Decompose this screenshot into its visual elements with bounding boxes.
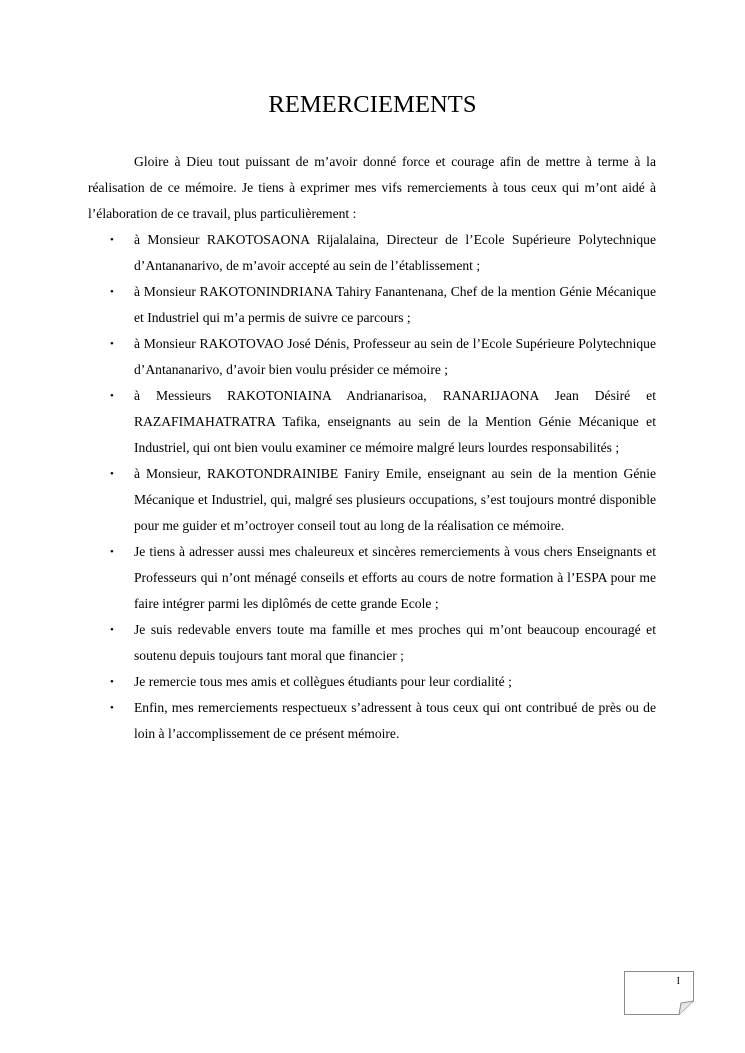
page-number-folded-corner xyxy=(624,971,694,1015)
list-item-text: Enfin, mes remerciements respectueux s’adressent à tous ceux qui ont contribué de près ou de loin à l’accomplissement de ce présent mémoire. xyxy=(134,700,656,741)
bullet-icon: • xyxy=(110,338,114,350)
list-item-text: à Monsieur RAKOTOVAO José Dénis, Professeur au sein de l’Ecole Supérieure Polytechnique d’Antananarivo, d’avoir bien voulu présider ce mémoire ; xyxy=(134,336,656,377)
list-item xyxy=(88,695,656,747)
bullet-icon: • xyxy=(110,702,114,714)
list-item-text: à Monsieur, RAKOTONDRAINIBE Faniry Emile, enseignant au sein de la mention Génie Mécanique et Industriel, qui, malgré ses plusieurs occupations, s’est toujours montré disponible pour me guider et m’octroyer conseil tout au long de la réalisation ce mémoire. xyxy=(134,466,656,533)
intro-paragraph: Gloire à Dieu tout puissant de m’avoir donné force et courage afin de mettre à terme à la réalisation de ce mémoire. Je tiens à exprimer mes vifs remerciements à tous ceux qui m’ont aidé à l’élaboration de ce travail, plus particulièrement : xyxy=(88,154,656,221)
list-item-text: Je tiens à adresser aussi mes chaleureux et sincères remerciements à vous chers Enseignants et Professeurs qui n’ont ménagé conseils et efforts au cours de notre formation à l’ESPA pour me faire intégrer parmi les diplômés de cette grande Ecole ; xyxy=(134,544,656,611)
list-item-text: à Messieurs RAKOTONIAINA Andrianarisoa, RANARIJAONA Jean Désiré et RAZAFIMAHATRATRA Tafika, enseignants au sein de la Mention Génie Mécanique et Industriel, qui ont bien voulu examiner ce mémoire malgré leurs lourdes responsabilités ; xyxy=(134,388,656,455)
bullet-icon: • xyxy=(110,468,114,480)
bullet-icon: • xyxy=(110,624,114,636)
acknowledgements-body xyxy=(88,149,656,747)
page-number: I xyxy=(676,976,680,987)
list-item xyxy=(88,331,656,383)
list-item xyxy=(88,279,656,331)
acknowledgements-list xyxy=(88,227,656,747)
list-item-text: Je suis redevable envers toute ma famille et mes proches qui m’ont beaucoup encouragé et soutenu depuis toujours tant moral que financier ; xyxy=(134,622,656,663)
list-item xyxy=(88,539,656,617)
list-item xyxy=(88,461,656,539)
list-item xyxy=(88,669,656,695)
page-title: REMERCIEMENTS xyxy=(268,91,477,118)
bullet-icon: • xyxy=(110,390,114,402)
bullet-icon: • xyxy=(110,546,114,558)
bullet-icon: • xyxy=(110,234,114,246)
list-item xyxy=(88,383,656,461)
list-item-text: à Monsieur RAKOTOSAONA Rijalalaina, Directeur de l’Ecole Supérieure Polytechnique d’Antananarivo, de m’avoir accepté au sein de l’établissement ; xyxy=(134,232,656,273)
bullet-icon: • xyxy=(110,676,114,688)
list-item xyxy=(88,227,656,279)
list-item-text: Je remercie tous mes amis et collègues étudiants pour leur cordialité ; xyxy=(134,674,512,689)
bullet-icon: • xyxy=(110,286,114,298)
list-item xyxy=(88,617,656,669)
folded-page-icon xyxy=(624,971,694,1015)
list-item-text: à Monsieur RAKOTONINDRIANA Tahiry Fanantenana, Chef de la mention Génie Mécanique et Industriel qui m’a permis de suivre ce parcours ; xyxy=(134,284,656,325)
